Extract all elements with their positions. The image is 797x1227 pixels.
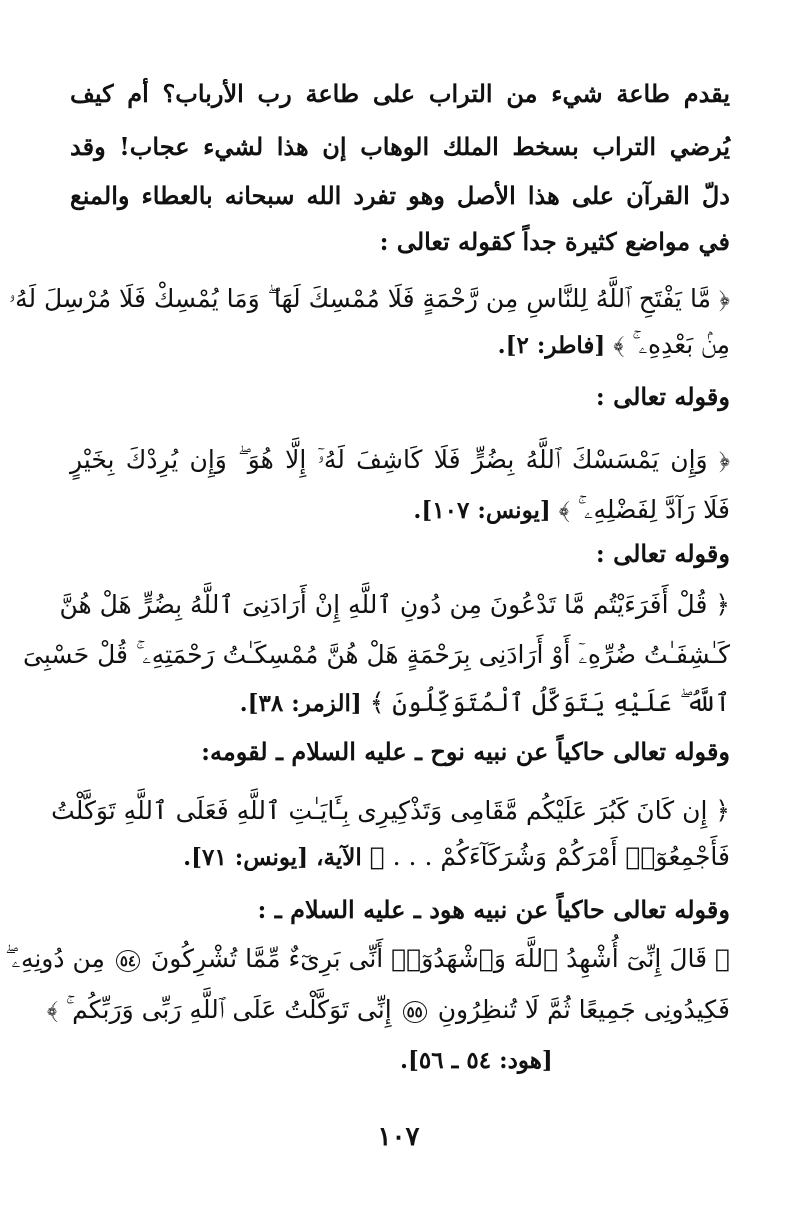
verse-reference: [فاطر: ٢]. (497, 332, 606, 359)
quran-verse-line (70, 330, 730, 360)
prose-line: في مواضع كثيرة جداً كقوله تعالى : (379, 227, 730, 256)
quran-verse-line: ﴿ إِن كَانَ كَبُرَ عَلَيْكُم مَّقَامِى وَتَذْكِيرِى بِـَٔايَـٰتِ ٱللَّهِ فَعَلَى ٱللَّهِ تَوَكَّلْتُ (51, 796, 730, 825)
quran-verse-line (46, 995, 730, 1025)
quran-verse-line (70, 842, 730, 872)
quran-verse-line: ﴿ وَإِن يَمْسَسْكَ ٱللَّهُ بِضُرٍّ فَلَا كَاشِفَ لَهُۥٓ إِلَّا هُوَ ۖ وَإِن يُرِدْكَ بِخَيْرٍ (70, 445, 730, 474)
prose-line: دلّ القرآن على هذا الأصل وهو تفرد الله سبحانه بالعطاء والمنع (70, 181, 730, 210)
section-heading: وقوله تعالى حاكياً عن نبيه هود ـ عليه السلام ـ : (257, 895, 730, 924)
section-heading: وقوله تعالى حاكياً عن نبيه نوح ـ عليه السلام ـ لقومه: (201, 737, 730, 766)
verse-reference: الآية، [يونس: ٧١]. (183, 844, 362, 871)
quran-verse-text: ﴿ قَالَ إِنِّىٓ أُشْهِدُ ٱللَّهَ وَٱشْهَدُوٓا۟ أَنِّى بَرِىٓءٌ مِّمَّا تُشْرِكُونَ (150, 944, 730, 973)
ayah-number-marker: ٥٥ (403, 1001, 427, 1023)
section-heading: وقوله تعالى : (595, 539, 730, 568)
verse-reference: [هود: ٥٤ ـ ٥٦]. (400, 1047, 553, 1074)
quran-verse-line (5, 944, 730, 974)
section-heading: وقوله تعالى : (595, 382, 730, 411)
quran-verse-text: مِن دُونِهِۦ ۖ (5, 944, 105, 973)
quran-verse-line: ﴿ مَّا يَفْتَحِ ٱللَّهُ لِلنَّاسِ مِن رَّحْمَةٍ فَلَا مُمْسِكَ لَهَا ۖ وَمَا يُمْسِكْ فَلَا مُرْسِلَ لَهُۥ (8, 284, 730, 313)
verse-reference: [يونس: ١٠٧]. (413, 497, 551, 524)
quran-verse-line (70, 495, 730, 525)
ayah-number-marker: ٥٤ (116, 950, 140, 972)
quran-verse-text: ٱللَّهُ ۖ عَلَيْهِ يَتَوَكَّلُ ٱلْمُتَوَكِّلُونَ ﴾ (369, 688, 730, 717)
quran-verse-text: فَلَا رَآدَّ لِفَضْلِهِۦ ۚ ﴾ (558, 495, 730, 524)
prose-line: يُرضي التراب بسخط الملك الوهاب إن هذا لشيء عجاب! وقد (70, 132, 730, 161)
verse-reference: [الزمر: ٣٨]. (239, 690, 362, 717)
quran-verse-text: إِنِّى تَوَكَّلْتُ عَلَى ٱللَّهِ رَبِّى وَرَبِّكُم ۚ ﴾ (46, 995, 392, 1024)
quran-verse-line: ﴿ قُلْ أَفَرَءَيْتُم مَّا تَدْعُونَ مِن دُونِ ٱللَّهِ إِنْ أَرَادَنِىَ ٱللَّهُ بِضُرٍّ هَلْ هُنَّ (59, 590, 730, 619)
verse-reference-line (400, 1047, 640, 1075)
page-number: ١٠٧ (377, 1122, 420, 1152)
quran-verse-text: مِنۢ بَعْدِهِۦ ۚ ﴾ (613, 330, 730, 359)
quran-verse-line (70, 688, 730, 718)
quran-verse-text: فَأَجْمِعُوٓا۟ أَمْرَكُمْ وَشُرَكَآءَكُمْ . . . ﴾ (369, 842, 730, 871)
quran-verse-text: فَكِيدُونِى جَمِيعًا ثُمَّ لَا تُنظِرُونِ (437, 995, 730, 1024)
prose-line: يقدم طاعة شيء من التراب على طاعة رب الأرباب؟ أم كيف (70, 79, 731, 108)
quran-verse-line: كَـٰشِفَـٰتُ ضُرِّهِۦٓ أَوْ أَرَادَنِى بِرَحْمَةٍ هَلْ هُنَّ مُمْسِكَـٰتُ رَحْمَتِهِۦ ۚ قُلْ حَسْبِىَ (23, 640, 730, 669)
